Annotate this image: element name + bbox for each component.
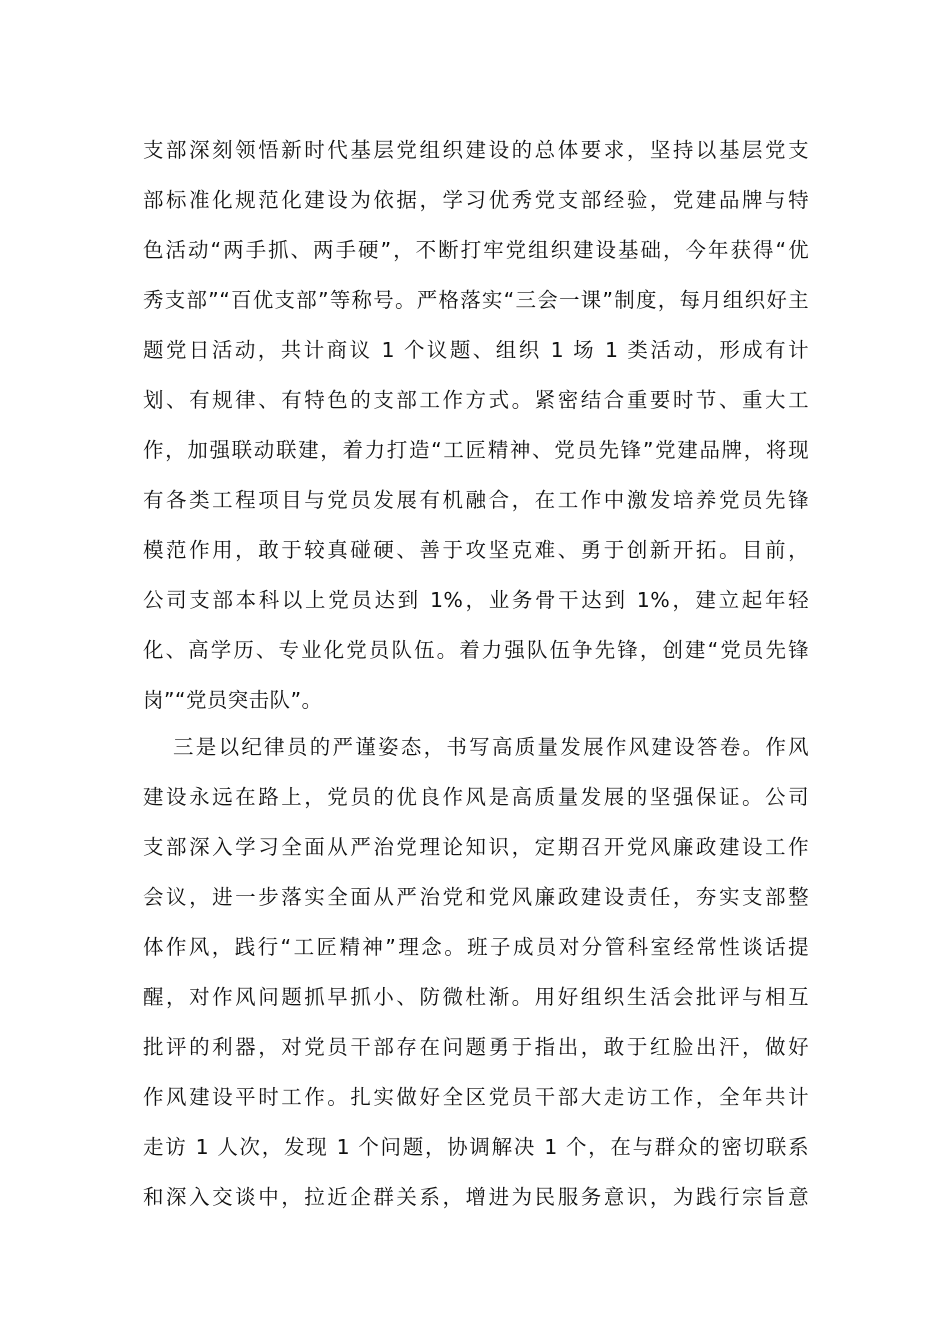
paragraph-line: 和深入交谈中，拉近企群关系，增进为民服务意识，为践行宗旨意 [143, 1185, 809, 1209]
paragraph-line: 划、有规律、有特色的支部工作方式。紧密结合重要时节、重大工 [143, 388, 809, 412]
paragraph-line: 三是以纪律员的严谨姿态，书写高质量发展作风建设答卷。作风 [173, 735, 809, 759]
paragraph-line: 会议，进一步落实全面从严治党和党风廉政建设责任，夯实支部整 [143, 885, 809, 909]
paragraph-line: 支部深入学习全面从严治党理论知识，定期召开党风廉政建设工作 [143, 835, 809, 859]
paragraph-line: 色活动“两手抓、两手硬”，不断打牢党组织建设基础，今年获得“优 [143, 238, 809, 262]
paragraph-2 [143, 722, 809, 1222]
paragraph-line: 岗”“党员突击队”。 [143, 688, 323, 712]
paragraph-line: 支部深刻领悟新时代基层党组织建设的总体要求，坚持以基层党支 [143, 138, 809, 162]
paragraph-line: 作风建设平时工作。扎实做好全区党员干部大走访工作，全年共计 [143, 1085, 809, 1109]
paragraph-line: 化、高学历、专业化党员队伍。着力强队伍争先锋，创建“党员先锋 [143, 638, 809, 662]
paragraph-line: 建设永远在路上，党员的优良作风是高质量发展的坚强保证。公司 [143, 785, 809, 809]
paragraph-line: 题党日活动，共计商议 1 个议题、组织 1 场 1 类活动，形成有计 [143, 338, 809, 362]
paragraph-line: 体作风，践行“工匠精神”理念。班子成员对分管科室经常性谈话提 [143, 935, 809, 959]
paragraph-line: 走访 1 人次，发现 1 个问题，协调解决 1 个，在与群众的密切联系 [143, 1135, 809, 1159]
paragraph-line: 作，加强联动联建，着力打造“工匠精神、党员先锋”党建品牌，将现 [143, 438, 809, 462]
paragraph-line: 批评的利器，对党员干部存在问题勇于指出，敢于红脸出汗，做好 [143, 1035, 809, 1059]
paragraph-line: 有各类工程项目与党员发展有机融合，在工作中激发培养党员先锋 [143, 488, 809, 512]
paragraph-line: 秀支部”“百优支部”等称号。严格落实“三会一课”制度，每月组织好主 [143, 288, 809, 312]
paragraph-1 [143, 125, 809, 725]
paragraph-line: 醒，对作风问题抓早抓小、防微杜渐。用好组织生活会批评与相互 [143, 985, 809, 1009]
paragraph-line: 部标准化规范化建设为依据，学习优秀党支部经验，党建品牌与特 [143, 188, 809, 212]
paragraph-line: 模范作用，敢于较真碰硬、善于攻坚克难、勇于创新开拓。目前， [143, 538, 809, 562]
paragraph-line: 公司支部本科以上党员达到 1%，业务骨干达到 1%，建立起年轻 [143, 588, 809, 612]
